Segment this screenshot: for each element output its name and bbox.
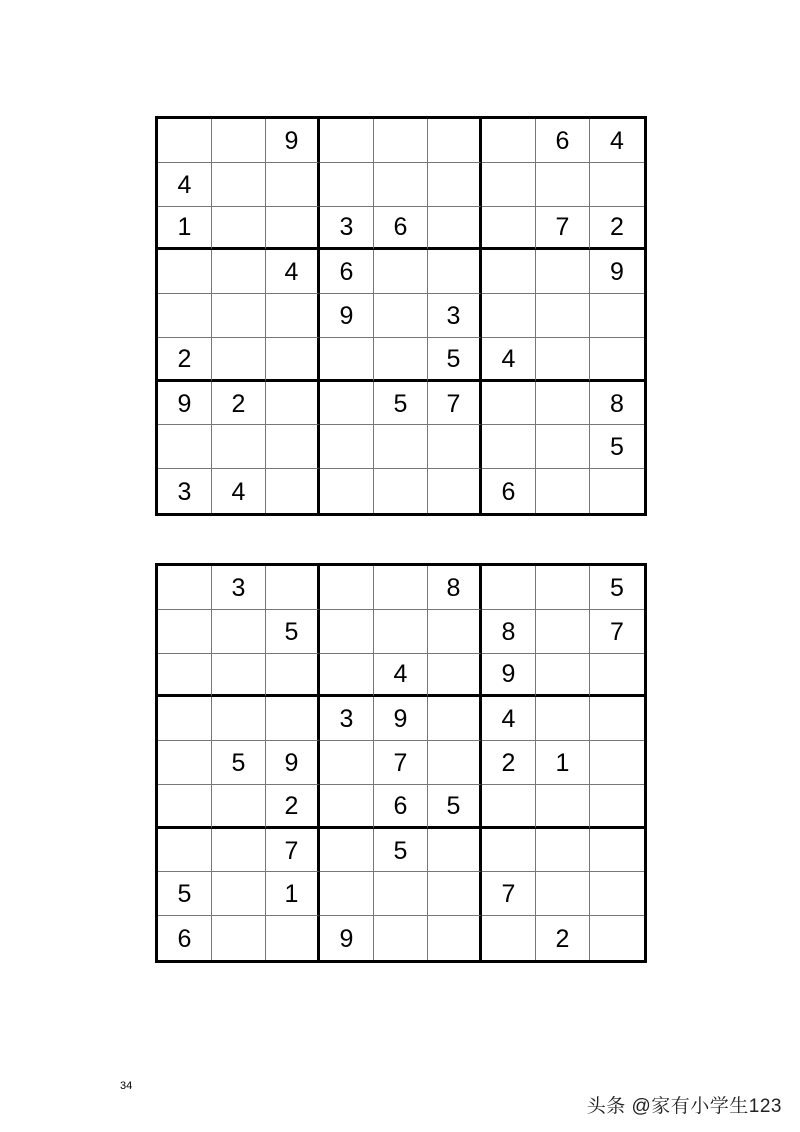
sudoku-cell: 5 — [266, 610, 320, 654]
sudoku-cell — [590, 338, 644, 382]
sudoku-cell — [212, 916, 266, 960]
sudoku-cell — [212, 207, 266, 251]
sudoku-cell: 3 — [158, 469, 212, 513]
sudoku-cell — [428, 697, 482, 741]
sudoku-cell: 3 — [320, 697, 374, 741]
sudoku-cell — [536, 610, 590, 654]
sudoku-cell — [212, 163, 266, 207]
sudoku-cell — [590, 741, 644, 785]
sudoku-cell: 2 — [212, 382, 266, 426]
sudoku-cell: 5 — [428, 785, 482, 829]
sudoku-cell — [536, 425, 590, 469]
sudoku-cell — [158, 610, 212, 654]
sudoku-cell: 6 — [374, 785, 428, 829]
sudoku-cell — [590, 469, 644, 513]
sudoku-cell: 5 — [428, 338, 482, 382]
sudoku-cell — [590, 785, 644, 829]
sudoku-cell — [374, 610, 428, 654]
sudoku-cell: 2 — [482, 741, 536, 785]
sudoku-cell — [212, 338, 266, 382]
sudoku-cell: 9 — [320, 916, 374, 960]
sudoku-cell — [482, 425, 536, 469]
sudoku-cell: 9 — [590, 250, 644, 294]
sudoku-cell — [428, 654, 482, 698]
sudoku-cell — [590, 872, 644, 916]
sudoku-cell: 4 — [374, 654, 428, 698]
sudoku-cell: 1 — [158, 207, 212, 251]
sudoku-cell: 2 — [536, 916, 590, 960]
sudoku-cell — [590, 294, 644, 338]
sudoku-cell — [158, 829, 212, 873]
sudoku-cell: 5 — [590, 566, 644, 610]
sudoku-cell — [320, 785, 374, 829]
sudoku-cell — [158, 566, 212, 610]
sudoku-cell — [266, 425, 320, 469]
sudoku-cell — [158, 119, 212, 163]
sudoku-cell — [320, 741, 374, 785]
sudoku-grid-2 — [155, 563, 647, 963]
sudoku-cell: 7 — [374, 741, 428, 785]
sudoku-cell — [158, 741, 212, 785]
sudoku-cell: 4 — [482, 697, 536, 741]
sudoku-cell — [266, 469, 320, 513]
sudoku-cell — [266, 382, 320, 426]
sudoku-cell: 8 — [590, 382, 644, 426]
sudoku-cell: 8 — [428, 566, 482, 610]
sudoku-cell: 7 — [536, 207, 590, 251]
sudoku-cell — [536, 163, 590, 207]
sudoku-cell — [536, 697, 590, 741]
sudoku-cell — [428, 610, 482, 654]
sudoku-cell — [212, 829, 266, 873]
sudoku-cell: 5 — [590, 425, 644, 469]
sudoku-cell — [212, 610, 266, 654]
sudoku-cell — [428, 872, 482, 916]
sudoku-cell — [320, 425, 374, 469]
sudoku-cell — [428, 916, 482, 960]
sudoku-cell: 7 — [482, 872, 536, 916]
sudoku-cell — [320, 610, 374, 654]
sudoku-cell: 7 — [266, 829, 320, 873]
sudoku-cell — [374, 872, 428, 916]
sudoku-cell: 5 — [374, 829, 428, 873]
sudoku-cell — [320, 566, 374, 610]
sudoku-cell — [266, 338, 320, 382]
sudoku-cell — [212, 785, 266, 829]
watermark: 头条 @家有小学生123 — [586, 1096, 782, 1117]
sudoku-cell — [320, 829, 374, 873]
sudoku-cell — [482, 382, 536, 426]
sudoku-grid-1 — [155, 116, 647, 516]
sudoku-cell — [482, 294, 536, 338]
sudoku-cell: 9 — [266, 741, 320, 785]
sudoku-cell — [158, 785, 212, 829]
sudoku-cell — [428, 163, 482, 207]
sudoku-cell — [428, 741, 482, 785]
sudoku-cell — [212, 119, 266, 163]
sudoku-cell — [374, 250, 428, 294]
sudoku-cell — [590, 654, 644, 698]
sudoku-cell: 4 — [482, 338, 536, 382]
sudoku-cell — [374, 425, 428, 469]
sudoku-cell — [482, 566, 536, 610]
sudoku-cell: 2 — [590, 207, 644, 251]
sudoku-cell — [482, 207, 536, 251]
sudoku-cell — [212, 250, 266, 294]
sudoku-cell — [536, 785, 590, 829]
sudoku-cell — [266, 163, 320, 207]
sudoku-cell: 3 — [428, 294, 482, 338]
sudoku-cell — [482, 785, 536, 829]
sudoku-cell — [320, 469, 374, 513]
sudoku-cell — [266, 697, 320, 741]
sudoku-cell: 9 — [374, 697, 428, 741]
sudoku-cell — [428, 469, 482, 513]
sudoku-cell — [428, 250, 482, 294]
sudoku-cell — [428, 207, 482, 251]
sudoku-cell: 9 — [320, 294, 374, 338]
sudoku-cell: 9 — [482, 654, 536, 698]
sudoku-cell — [590, 829, 644, 873]
sudoku-cell — [536, 872, 590, 916]
sudoku-cell: 7 — [428, 382, 482, 426]
sudoku-cell — [482, 250, 536, 294]
sudoku-cell — [428, 829, 482, 873]
sudoku-cell: 5 — [158, 872, 212, 916]
sudoku-cell — [428, 119, 482, 163]
sudoku-cell — [212, 654, 266, 698]
sudoku-cell — [158, 294, 212, 338]
sudoku-cell — [320, 382, 374, 426]
sudoku-cell — [266, 294, 320, 338]
sudoku-cell — [158, 425, 212, 469]
sudoku-cell: 2 — [158, 338, 212, 382]
sudoku-cell — [266, 654, 320, 698]
sudoku-cell — [212, 872, 266, 916]
sudoku-cell — [536, 566, 590, 610]
sudoku-cell: 7 — [590, 610, 644, 654]
sudoku-cell — [536, 250, 590, 294]
sudoku-cell — [212, 697, 266, 741]
sudoku-cell: 3 — [320, 207, 374, 251]
sudoku-cell — [266, 566, 320, 610]
sudoku-cell — [266, 916, 320, 960]
sudoku-cell: 2 — [266, 785, 320, 829]
sudoku-cell: 5 — [374, 382, 428, 426]
sudoku-cell — [428, 425, 482, 469]
sudoku-cell: 3 — [212, 566, 266, 610]
sudoku-cell — [266, 207, 320, 251]
sudoku-cell: 9 — [158, 382, 212, 426]
sudoku-cell — [374, 566, 428, 610]
sudoku-cell — [482, 916, 536, 960]
sudoku-cell: 8 — [482, 610, 536, 654]
sudoku-cell — [212, 294, 266, 338]
sudoku-cell — [374, 469, 428, 513]
sudoku-cell: 5 — [212, 741, 266, 785]
sudoku-cell — [536, 829, 590, 873]
sudoku-cell: 9 — [266, 119, 320, 163]
sudoku-cell — [590, 697, 644, 741]
sudoku-cell — [482, 829, 536, 873]
sudoku-cell — [158, 654, 212, 698]
sudoku-cell: 4 — [590, 119, 644, 163]
sudoku-cell — [158, 697, 212, 741]
sudoku-cell: 1 — [536, 741, 590, 785]
sudoku-cell — [536, 654, 590, 698]
sudoku-cell — [320, 163, 374, 207]
sudoku-cell — [482, 163, 536, 207]
sudoku-cell — [320, 872, 374, 916]
sudoku-cell — [536, 338, 590, 382]
sudoku-cell — [374, 119, 428, 163]
sudoku-cell — [374, 163, 428, 207]
sudoku-cell — [536, 294, 590, 338]
sudoku-cell: 6 — [536, 119, 590, 163]
sudoku-cell — [320, 654, 374, 698]
sudoku-cell: 6 — [158, 916, 212, 960]
page-number: 34 — [120, 1080, 133, 1092]
sudoku-cell: 4 — [158, 163, 212, 207]
sudoku-cell — [374, 338, 428, 382]
sudoku-cell — [320, 119, 374, 163]
sudoku-cell — [590, 916, 644, 960]
sudoku-cell — [320, 338, 374, 382]
sudoku-cell: 6 — [320, 250, 374, 294]
sudoku-cell: 6 — [374, 207, 428, 251]
sudoku-cell — [590, 163, 644, 207]
sudoku-cell: 6 — [482, 469, 536, 513]
sudoku-cell: 4 — [266, 250, 320, 294]
sudoku-cell — [212, 425, 266, 469]
sudoku-cell — [374, 916, 428, 960]
sudoku-cell — [158, 250, 212, 294]
sudoku-cell — [536, 469, 590, 513]
sudoku-cell — [536, 382, 590, 426]
sudoku-cell — [374, 294, 428, 338]
sudoku-cell — [482, 119, 536, 163]
sudoku-cell: 1 — [266, 872, 320, 916]
sudoku-cell: 4 — [212, 469, 266, 513]
